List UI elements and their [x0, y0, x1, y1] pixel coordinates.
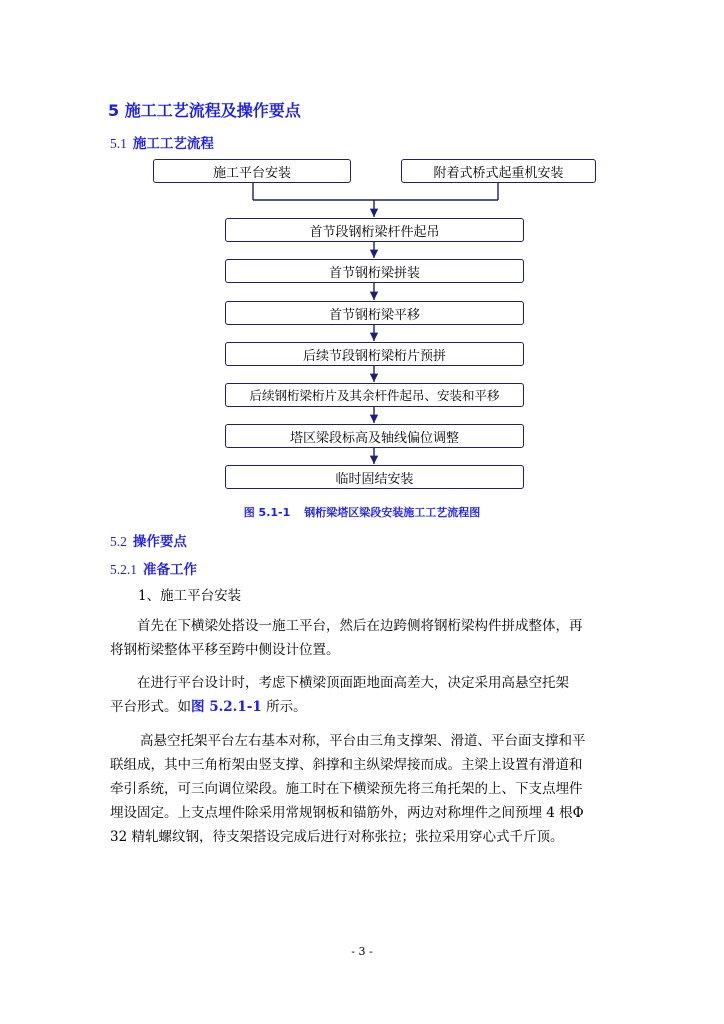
paragraph-3-line-5: 32 精轧螺纹钢，待支架搭设完成后进行对称张拉；张拉采用穿心式千斤顶。: [110, 829, 564, 845]
flow-box-platform-install: 施工平台安装: [153, 159, 351, 183]
figure-caption: [0, 504, 724, 520]
figure-title: 钢桁梁塔区梁段安装施工工艺流程图: [304, 506, 481, 519]
page-number: - 3 -: [351, 945, 373, 958]
paragraph-1-line-1: 首先在下横梁处搭设一施工平台，然后在边跨侧将钢桁梁构件拼成整体，再: [137, 618, 583, 634]
figure-number: 图 5.1-1: [243, 506, 291, 519]
subsection-number: 5.2: [110, 534, 127, 549]
figure-reference-link[interactable]: 图 5.2.1-1: [191, 699, 262, 715]
flow-step-3: 首节钢桁梁平移: [225, 301, 524, 325]
paragraph-3-line-1: 高悬空托架平台左右基本对称，平台由三角支撑架、滑道、平台面支撑和平: [140, 733, 586, 749]
flow-box-crane-install: 附着式桥式起重机安装: [401, 159, 596, 183]
paragraph-2: [110, 671, 614, 719]
paragraph-2-text: 平台形式。如: [110, 699, 191, 715]
paragraph-2-line-1: 在进行平台设计时，考虑下横梁顶面距地面高差大，决定采用高悬空托架: [137, 675, 569, 691]
flow-step-4: 后续节段钢桁梁桁片预拼: [225, 342, 524, 366]
paragraph-3-line-3: 牵引系统，可三向调位梁段。施工时在下横梁预先将三角托架的上、下支点埋件: [110, 781, 583, 797]
subsection-heading-5-2: [110, 530, 187, 550]
paragraph-2-line-2: [110, 695, 614, 719]
paragraph-3: [110, 729, 614, 849]
subsection-number: 5.1: [110, 136, 127, 151]
subsection-number: 5.2.1: [110, 562, 137, 577]
paragraph-1-line-2: 将钢桁梁整体平移至跨中侧设计位置。: [110, 642, 340, 658]
paragraph-2-text-end: 所示。: [261, 699, 307, 715]
flow-step-5: 后续钢桁梁桁片及其余杆件起吊、安装和平移: [225, 383, 524, 407]
paragraph-3-line-2: 联组成，其中三角桁架由竖支撑、斜撑和主纵梁焊接而成。主梁上设置有滑道和: [110, 757, 583, 773]
section-title: 施工工艺流程及操作要点: [124, 101, 301, 120]
item-label: 1、施工平台安装: [138, 588, 242, 604]
item-heading: [138, 584, 618, 608]
section-heading: [108, 98, 301, 121]
flow-step-6: 塔区梁段标高及轴线偏位调整: [225, 424, 524, 448]
paragraph-1: [110, 614, 614, 662]
subsection-title: 准备工作: [143, 562, 197, 578]
subsection-title: 施工工艺流程: [132, 136, 214, 152]
flow-step-1: 首节段钢桁梁杆件起吊: [225, 218, 524, 242]
paragraph-3-line-4: 埋设固定。上支点埋件除采用常规钢板和锚筋外，两边对称埋件之间预埋 4 根Φ: [110, 805, 584, 821]
subsection-heading-5-1: [110, 132, 214, 152]
flow-step-7: 临时固结安装: [225, 465, 524, 489]
section-number: 5: [108, 101, 120, 120]
subsection-heading-5-2-1: [110, 558, 197, 578]
subsection-title: 操作要点: [132, 534, 187, 550]
flow-step-2: 首节钢桁梁拼装: [225, 259, 524, 283]
